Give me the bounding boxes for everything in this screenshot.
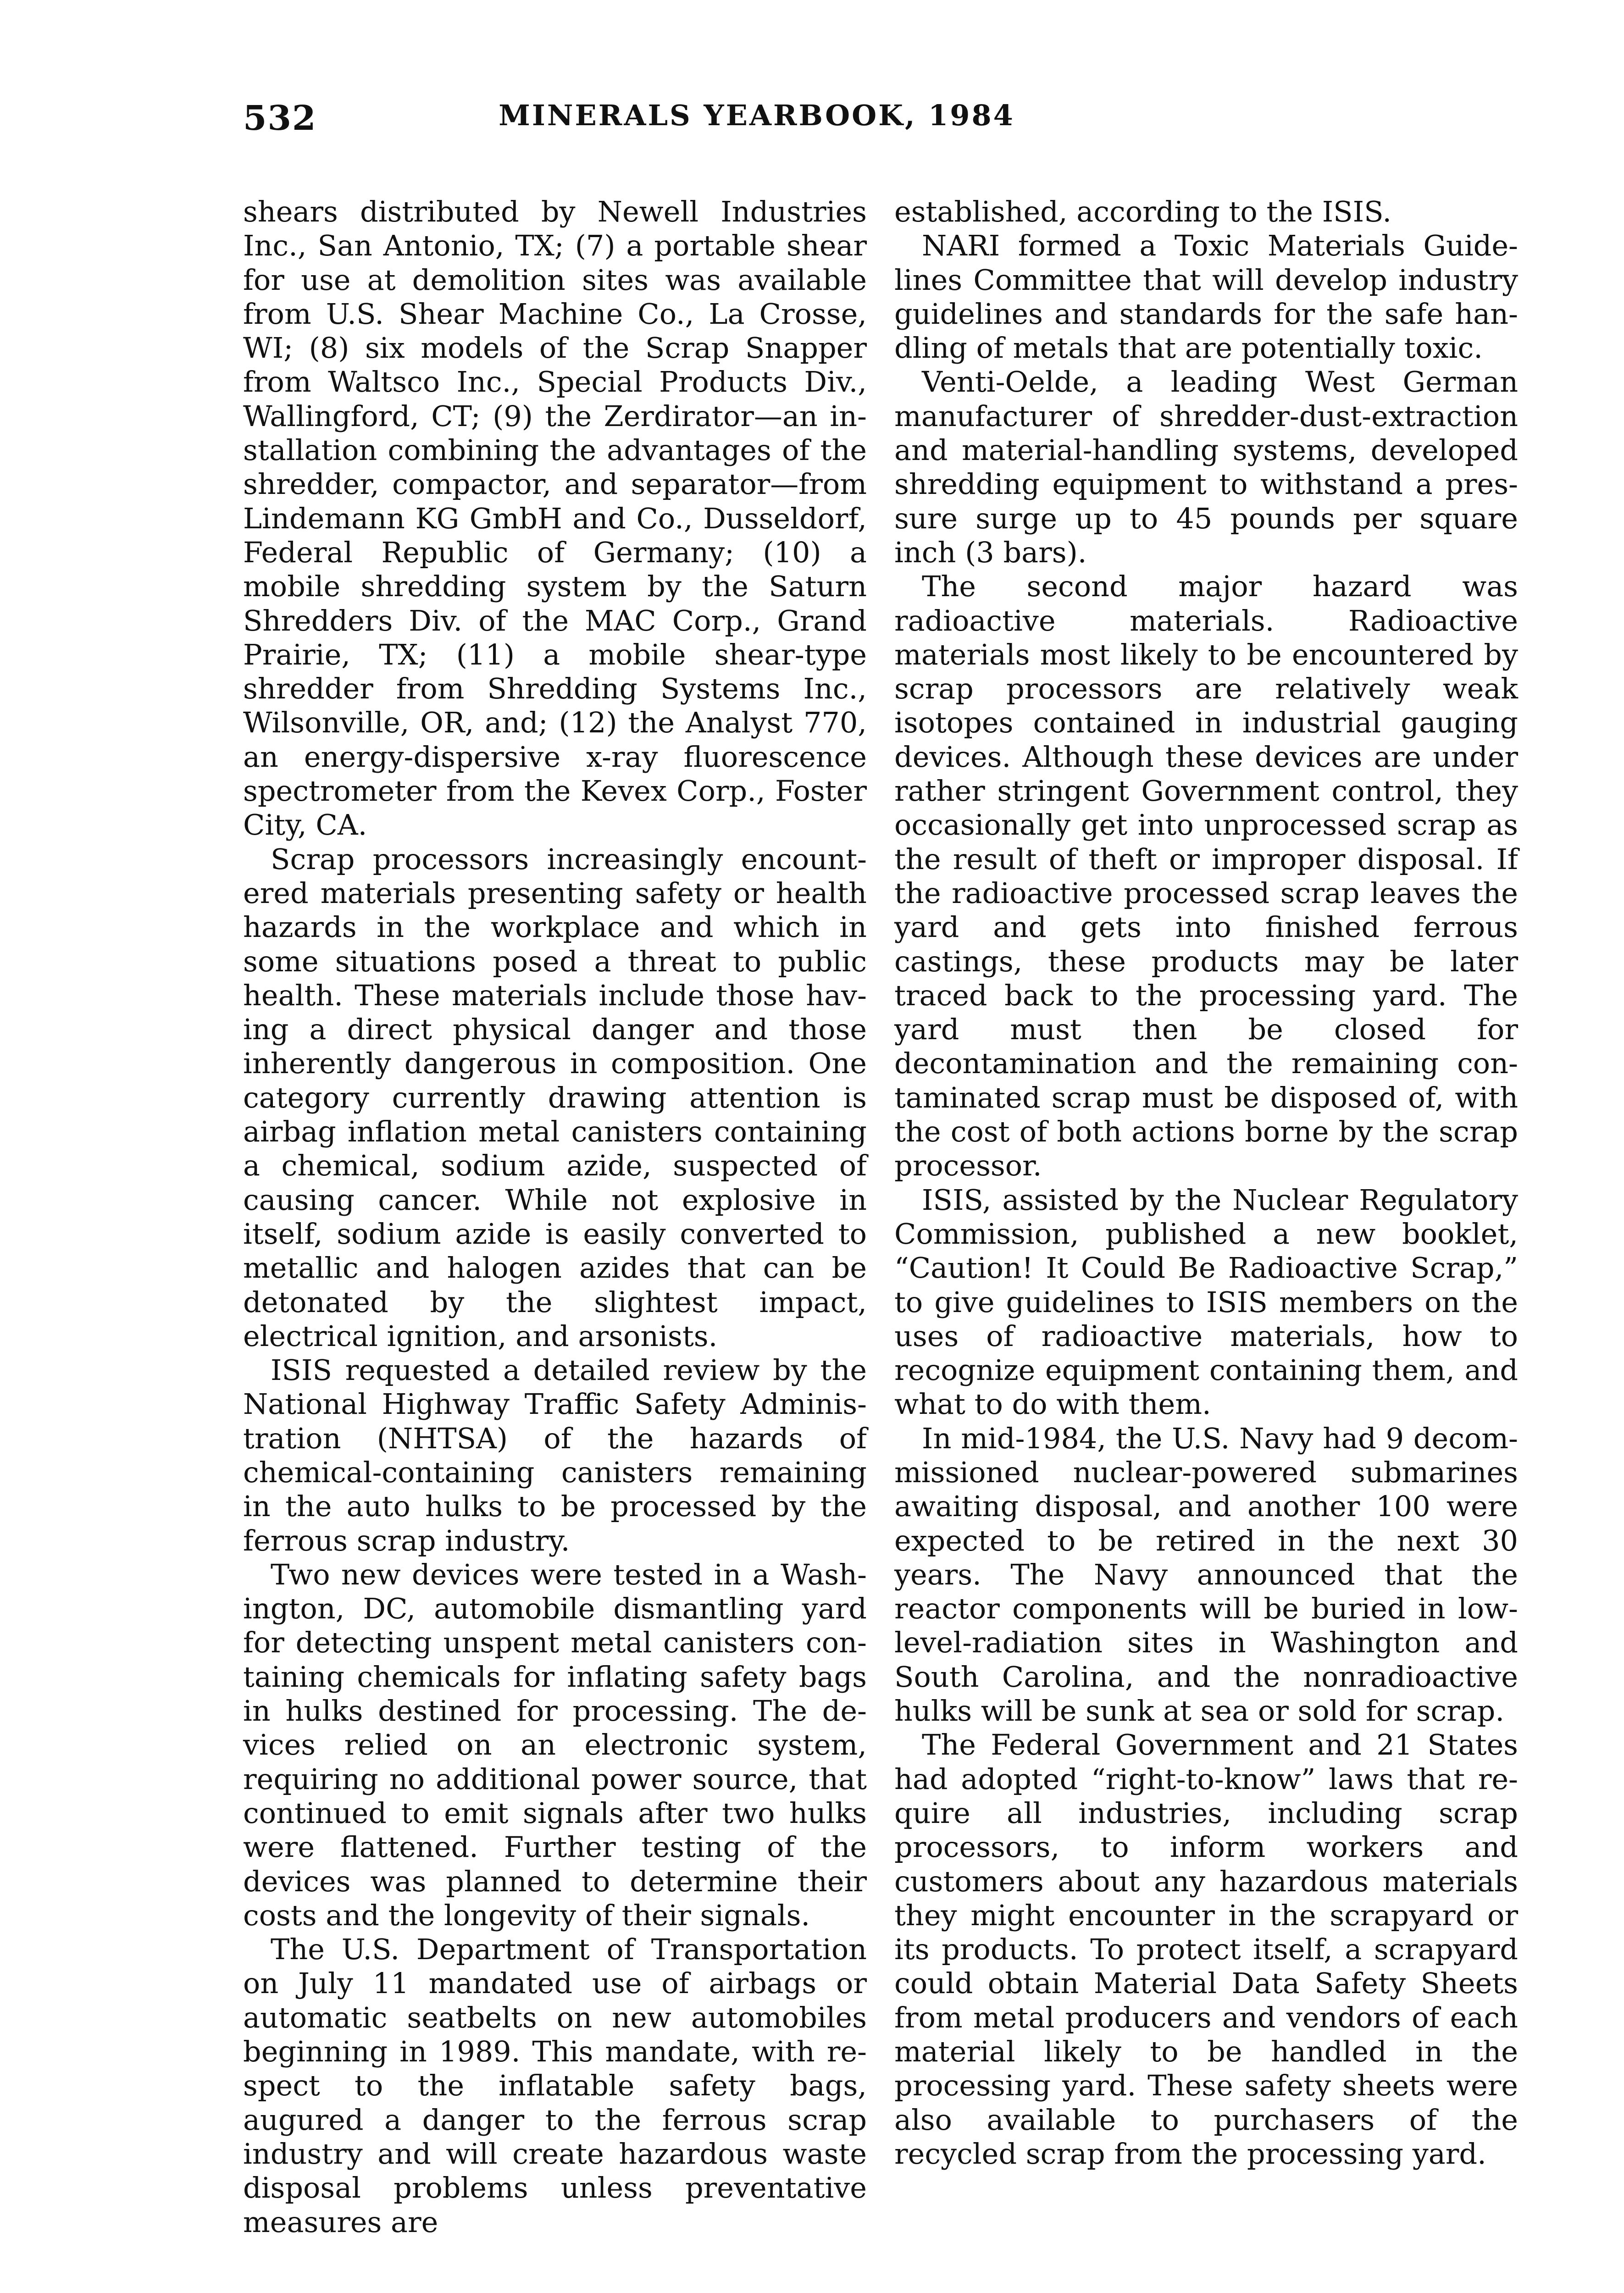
paragraph: Scrap processors increasingly encountered materials presenting safety or health hazards in the workplace and which in some situations posed a threat to public health. These materials include those having a direct physical danger and those inherently dangerous in composition. One category currently drawing attention is airbag inflation metal canisters containing a chemical, sodium azide, suspected of causing cancer. While not explosive in itself, sodium azide is easily converted to metallic and halogen azides that can be detonated by the slightest impact, electrical ignition, and arsonists.: [243, 842, 867, 1353]
page-header: [243, 99, 1114, 140]
paragraph: NARI formed a Toxic Materials Guidelines Committee that will develop industry guidelines and standards for the safe handling of metals that are potentially toxic.: [894, 229, 1518, 365]
paragraph: The Federal Government and 21 States had adopted “right-to-know” laws that require all industries, including scrap processors, to inform workers and customers about any hazardous materials they might encounter in the scrapyard or its products. To protect itself, a scrapyard could obtain Material Data Safety Sheets from metal producers and vendors of each material likely to be handled in the processing yard. These safety sheets were also available to purchasers of the recycled scrap from the processing yard.: [894, 1728, 1518, 2171]
page-number: 532: [243, 99, 317, 138]
paragraph: The second major hazard was radioactive materials. Radioactive materials most likely to be encountered by scrap processors are relatively weak isotopes contained in industrial gauging devices. Although these devices are under rather stringent Government control, they occasionally get into unprocessed scrap as the result of theft or improper disposal. If the radioactive processed scrap leaves the yard and gets into finished ferrous castings, these products may be later traced back to the processing yard. The yard must then be closed for decontamination and the remaining contaminated scrap must be disposed of, with the cost of both actions borne by the scrap processor.: [894, 570, 1518, 1183]
running-head-title: MINERALS YEARBOOK, 1984: [499, 99, 1015, 132]
paragraph: established, according to the ISIS.: [894, 195, 1392, 228]
paragraph: The U.S. Department of Transportation on July 11 mandated use of airbags or automatic seatbelts on new automobiles beginning in 1989. This mandate, with respect to the inflatable safety bags, augured a danger to the ferrous scrap industry and will create hazardous waste disposal problems unless preventative measures are: [243, 1933, 867, 2239]
paragraph: Venti-Oelde, a leading West German manufacturer of shredder-dust-extraction and material-handling systems, developed shredding equipment to withstand a pressure surge up to 45 pounds per square inch (3 bars).: [894, 365, 1518, 569]
paragraph: Two new devices were tested in a Washington, DC, automobile dismantling yard for detecting unspent metal canisters containing chemicals for inflating safety bags in hulks destined for processing. The devices relied on an electronic system, requiring no additional power source, that continued to emit signals after two hulks were flattened. Further testing of the devices was planned to determine their costs and the longevity of their signals.: [243, 1557, 867, 1932]
right-column: [894, 195, 1518, 2171]
paragraph: In mid-1984, the U.S. Navy had 9 decommissioned nuclear-powered submarines awaiting disposal, and another 100 were expected to be retired in the next 30 years. The Navy announced that the reactor components will be buried in low-level-radiation sites in Washington and South Carolina, and the nonradioactive hulks will be sunk at sea or sold for scrap.: [894, 1421, 1518, 1728]
left-column: [243, 195, 867, 2239]
paragraph: ISIS, assisted by the Nuclear Regulatory Commission, published a new booklet, “Caution! It Could Be Radioactive Scrap,” to give guidelines to ISIS members on the uses of radioactive materials, how to recognize equipment containing them, and what to do with them.: [894, 1183, 1518, 1421]
paragraph: shears distributed by Newell Industries Inc., San Antonio, TX; (7) a portable shear for use at demolition sites was available from U.S. Shear Machine Co., La Crosse, WI; (8) six models of the Scrap Snapper from Waltsco Inc., Special Products Div., Wallingford, CT; (9) the Zerdirator—an installation combining the advantages of the shredder, compactor, and separator—from Lindemann KG GmbH and Co., Dusseldorf, Federal Republic of Germany; (10) a mobile shredding system by the Saturn Shredders Div. of the MAC Corp., Grand Prairie, TX; (11) a mobile shear-type shredder from Shredding Systems Inc., Wilsonville, OR, and; (12) the Analyst 770, an energy-dispersive x-ray fluorescence spectrometer from the Kevex Corp., Foster City, CA.: [243, 195, 867, 842]
paragraph: ISIS requested a detailed review by the National Highway Traffic Safety Administration (NHTSA) of the hazards of chemical-containing canisters remaining in the auto hulks to be processed by the ferrous scrap industry.: [243, 1353, 867, 1557]
